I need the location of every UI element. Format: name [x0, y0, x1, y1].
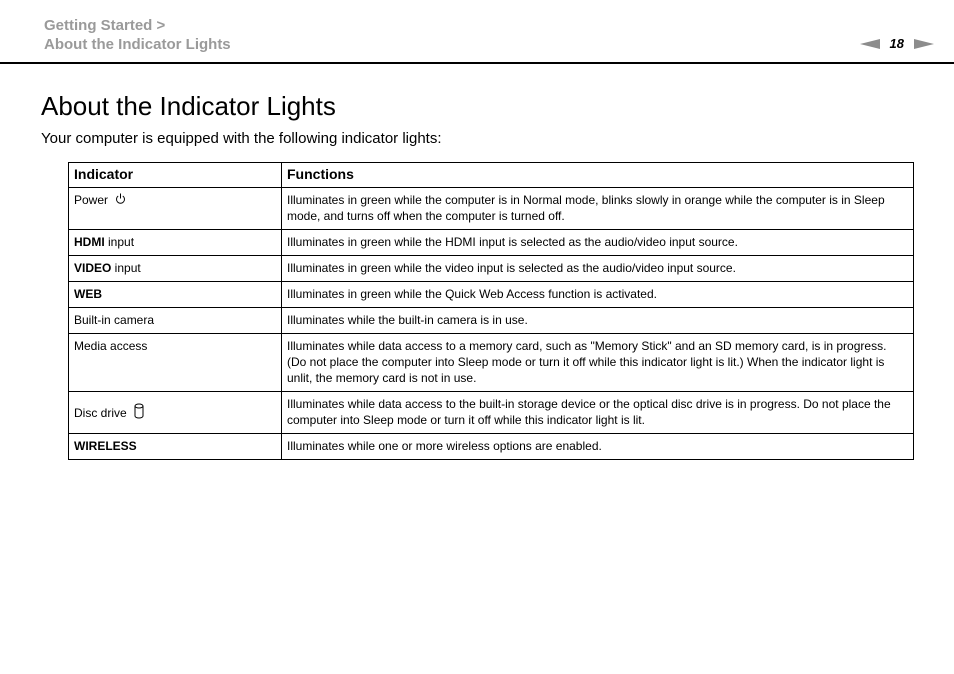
page-navigator	[860, 36, 934, 51]
function-cell: Illuminates while data access to the built-in storage device or the optical disc drive is in progress. Do not place the computer into Sleep mode or turn it off while this indicator light is lit.	[282, 392, 914, 434]
indicator-name-bold: WIRELESS	[74, 439, 137, 453]
function-cell: Illuminates while data access to a memory card, such as "Memory Stick" and an SD memory card, is in progress. (Do not place the computer into Sleep mode or turn it off while this indicator light is lit.) When the indicator light is unlit, the memory card is not in use.	[282, 334, 914, 392]
table-row	[69, 188, 914, 230]
indicator-cell	[69, 256, 282, 282]
function-cell: Illuminates while one or more wireless options are enabled.	[282, 434, 914, 460]
indicator-cell	[69, 230, 282, 256]
indicator-name: input	[104, 235, 135, 249]
indicator-name: Power	[74, 193, 109, 207]
previous-page-arrow-icon[interactable]	[860, 39, 880, 49]
indicator-cell	[69, 308, 282, 334]
indicator-name: Media access	[74, 339, 148, 353]
next-page-arrow-icon[interactable]	[914, 39, 934, 49]
indicator-cell	[69, 392, 282, 434]
table-row	[69, 392, 914, 434]
page-number: 18	[889, 36, 904, 51]
table-row	[69, 230, 914, 256]
indicator-name-bold: VIDEO	[74, 261, 112, 275]
column-header-indicator: Indicator	[69, 163, 282, 188]
indicator-cell	[69, 188, 282, 230]
function-cell: Illuminates in green while the Quick Web Access function is activated.	[282, 282, 914, 308]
header-divider	[0, 62, 954, 64]
function-cell: Illuminates in green while the video input is selected as the audio/video input source.	[282, 256, 914, 282]
indicator-name: input	[111, 261, 141, 275]
function-cell: Illuminates in green while the HDMI input is selected as the audio/video input source.	[282, 230, 914, 256]
indicator-table	[68, 162, 914, 460]
table-header-row	[69, 163, 914, 188]
disc-drive-icon	[134, 403, 144, 419]
power-icon	[115, 193, 126, 205]
indicator-name: Built-in camera	[74, 313, 155, 327]
indicator-cell	[69, 434, 282, 460]
indicator-cell	[69, 334, 282, 392]
table-row	[69, 434, 914, 460]
function-cell: Illuminates while the built-in camera is in use.	[282, 308, 914, 334]
column-header-functions: Functions	[282, 163, 914, 188]
breadcrumb-parent-link[interactable]: Getting Started >	[44, 17, 166, 34]
indicator-cell	[69, 282, 282, 308]
table-row	[69, 256, 914, 282]
table-row	[69, 308, 914, 334]
intro-text: Your computer is equipped with the following indicator lights:	[41, 130, 442, 147]
table-row	[69, 334, 914, 392]
indicator-name-bold: HDMI	[74, 235, 105, 249]
table-row	[69, 282, 914, 308]
page-title: About the Indicator Lights	[41, 91, 336, 121]
function-cell: Illuminates in green while the computer is in Normal mode, blinks slowly in orange while the computer is in Sleep mode, and turns off when the computer is turned off.	[282, 188, 914, 230]
breadcrumb	[44, 16, 231, 54]
indicator-name: Disc drive	[74, 406, 127, 420]
breadcrumb-current: About the Indicator Lights	[44, 36, 231, 53]
indicator-name-bold: WEB	[74, 287, 102, 301]
